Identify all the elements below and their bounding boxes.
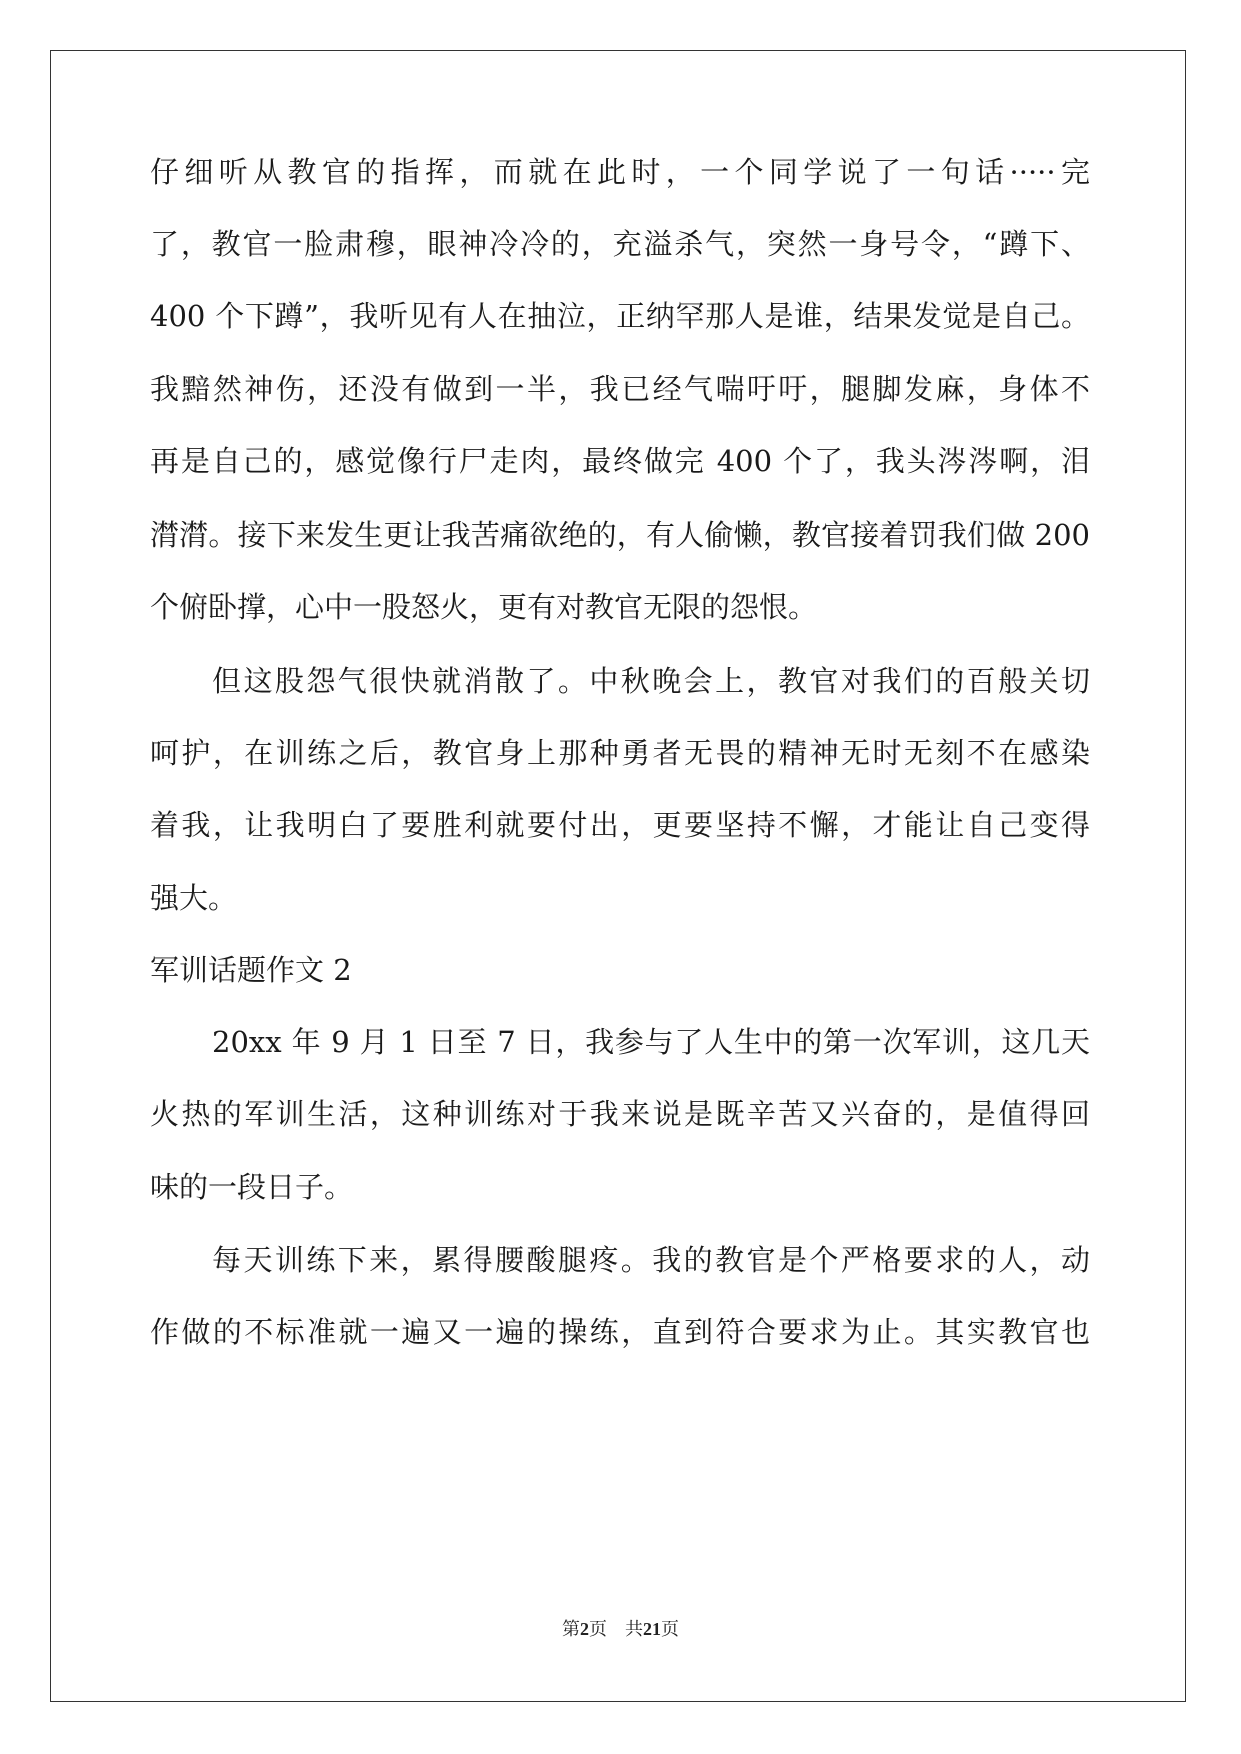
text-line: 了，教官一脸肃穆，眼神冷冷的，充溢杀气，突然一身号令，“蹲下、 [150, 227, 1090, 261]
current-page-number: 2 [580, 1619, 589, 1639]
text-line: 作做的不标准就一遍又一遍的操练，直到符合要求为止。其实教官也 [150, 1315, 1090, 1349]
text-line: 强大。 [150, 881, 238, 915]
text-line: 呵护，在训练之后，教官身上那种勇者无畏的精神无时无刻不在感染 [150, 736, 1090, 770]
section-heading: 军训话题作文 2 [150, 953, 352, 987]
text-line: 火热的军训生活，这种训练对于我来说是既辛苦又兴奋的，是值得回 [150, 1097, 1090, 1131]
text-line: 个俯卧撑，心中一股怒火，更有对教官无限的怨恨。 [150, 590, 818, 624]
footer-prefix: 第 [562, 1619, 580, 1640]
text-line: 我黯然神伤，还没有做到一半，我已经气喘吁吁，腿脚发麻，身体不 [150, 372, 1090, 406]
text-line: 400 个下蹲”，我听见有人在抽泣，正纳罕那人是谁，结果发觉是自己。 [150, 299, 1090, 333]
text-line: 20xx 年 9 月 1 日至 7 日，我参与了人生中的第一次军训，这几天 [212, 1025, 1090, 1059]
text-line: 再是自己的，感觉像行尸走肉，最终做完 400 个了，我头涔涔啊，泪 [150, 444, 1090, 478]
text-line: 每天训练下来，累得腰酸腿疼。我的教官是个严格要求的人，动 [212, 1243, 1090, 1277]
text-line: 仔细听从教官的指挥，而就在此时，一个同学说了一句话·····完 [150, 155, 1090, 189]
text-line: 潸潸。接下来发生更让我苦痛欲绝的，有人偷懒，教官接着罚我们做 200 [150, 518, 1090, 552]
page-footer [0, 1617, 1241, 1642]
text-line: 但这股怨气很快就消散了。中秋晚会上，教官对我们的百般关切 [212, 664, 1090, 698]
footer-middle: 页 共 [589, 1619, 643, 1640]
footer-suffix: 页 [661, 1619, 679, 1640]
text-line: 着我，让我明白了要胜利就要付出，更要坚持不懈，才能让自己变得 [150, 808, 1090, 842]
total-page-count: 21 [643, 1619, 661, 1639]
text-line: 味的一段日子。 [150, 1170, 354, 1204]
